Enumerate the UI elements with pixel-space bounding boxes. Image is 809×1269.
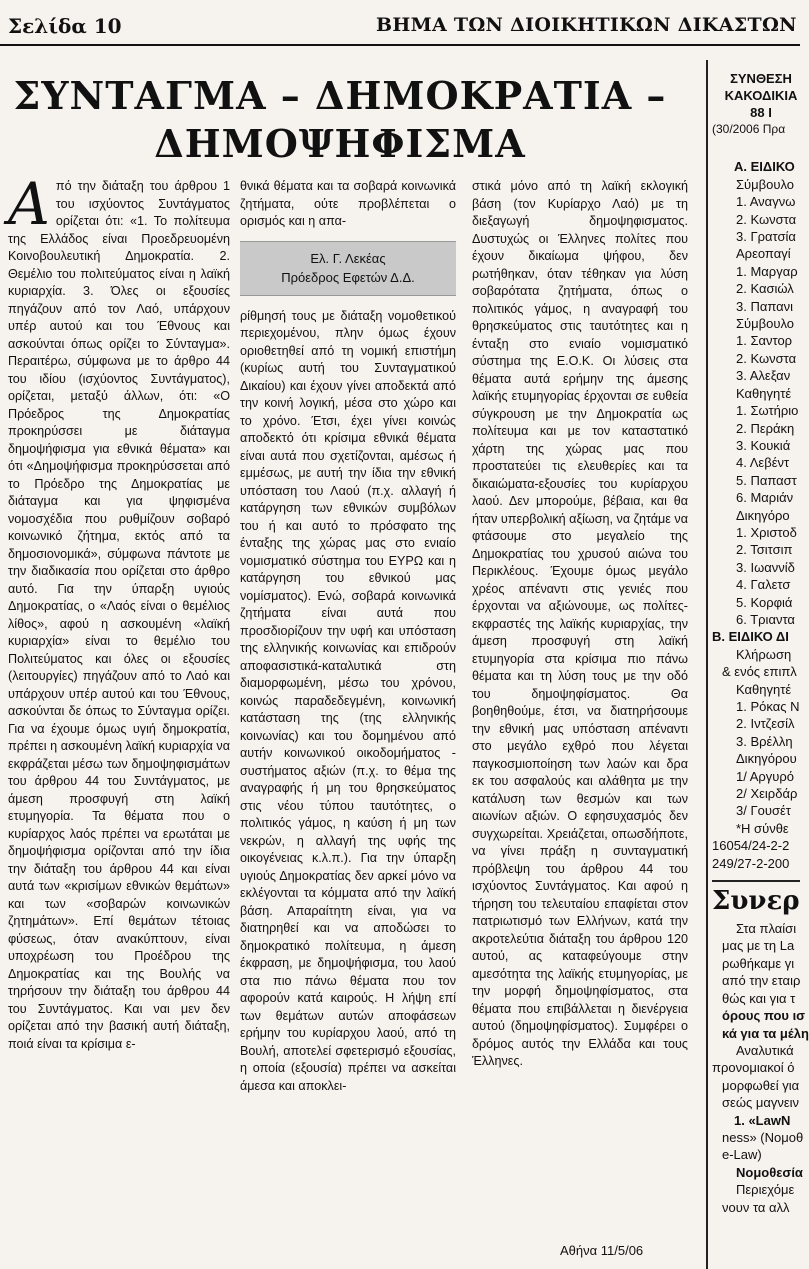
side-line: 3/ Γουσέτ xyxy=(736,803,791,819)
side-line: 1. Αναγνω xyxy=(736,194,796,210)
side-line: 16054/24-2-2 xyxy=(712,838,790,854)
column-1-text: πό την διάταξη του άρθρου 1 του ισχύοντος Συντάγματος ορίζεται ότι: «1. Το πολίτευμα της Ελλάδος είναι Προεδρευομένη Κοινοβουλευτική Δημοκρατία. 2. Θεμέλιο του πολιτεύματος είναι η λαϊκή κυριαρχία. 3. Όλες οι εξουσίες πηγάζουν από τον Λαό, υπάρχουν υπέρ αυτού και του Έθνους και ασκούνται όπως ορίζει το Σύνταγμα». Περαιτέρω, σύμφωνα με το άρθρο 44 του ιδίου (ισχύοντος Συντάγματος), ορίζεται, μεταξύ άλλων, ότι: «Ο Πρόεδρος της Δημοκρατίας προκηρύσσει με διάταγμα δημοψήφισμα για εθνικά θέματα» και ότι «Δημοψήφισμα προκηρύσσεται από το Πρόεδρο της Δημοκρατίας με διάταγμα και για ψηφισμένα νομοσχέδια που ρυθμίζουν σοβαρό κοινωνικό ζήτημα, εκτός από τα δημοσιονομικά», σύμφωνα πάντοτε με την διαδικασία που ορίζεται στο άρθρο αυτό. Για την ύπαρξη υγιούς Δημοκρατίας, ο «Λαός είναι ο θεμέλιος λίθος», αφού η ασκουμένη «λαϊκή κυριαρχία» είναι το θεμέλιο του Πολιτεύματος και όλες οι εξουσίες (λειτουργίες) πηγάζουν από το Λαό και υπάρχουν υπέρ αυτού και του Έθνους, ασκούνται δε όπως το Σύνταγμα ορίζει. Για να έχουμε όμως υγιή δημοκρατία, πρέπει η ασκουμένη λαϊκή κυριαρχία να εκφράζεται μέσω των δημοψηφισμάτων του άρθρου 44 του Συντάγματος, με άμεση προσφυγή στη λαϊκή ετυμηγορία. Τα θέματα που ο κυρίαρχος λαός πρέπει να ερωτάται με δημοψήφισμα ορίζονται από την ίδια την διάταξη του άρθρου 44 και είναι αυτά των «κρισίμων εθνικών θεμάτων» και των «σοβαρών κοινωνικών ζητημάτων». Επί θεμάτων τέτοιας φύσεως, όταν ανακύπτουν, είναι υποχρέωση του Προέδρου της Δημοκρατίας και της Βουλής να τηρήσουν την διάταξη του άρθρου 44 του Συντάγματος. Και ναι μεν δεν ορίζεται από την βασική αυτή διάταξη, ποιά είναι τα κρίσιμα ε- xyxy=(8,179,230,1051)
side-heading-line-1: ΣΥΝΘΕΣΗ xyxy=(730,71,792,86)
title-line-2: ΔΗΜΟΨΗΦΙΣΜΑ xyxy=(154,121,526,166)
dateline: Αθήνα 11/5/06 xyxy=(560,1243,644,1258)
side-line: Αναλυτικά xyxy=(736,1042,794,1058)
side-line: 6. Μαριάν xyxy=(736,490,794,506)
side-line: θώς και για τ xyxy=(722,990,796,1006)
side-line: 2. Περάκη xyxy=(736,420,795,436)
side-line: 1. Χριστοδ xyxy=(736,524,797,540)
side-line: Σύμβουλο xyxy=(736,176,794,192)
side-heading-line-3: 88 Ι xyxy=(750,105,772,120)
side-line: 1/ Αργυρό xyxy=(736,768,795,784)
side-line: σεώς μαγνειν xyxy=(722,1095,800,1111)
side-line: 6. Τριαντα xyxy=(736,611,795,627)
author-role: Πρόεδρος Εφετών Δ.Δ. xyxy=(281,270,415,285)
side-line: 1. Ρόκας Ν xyxy=(736,699,800,714)
side-line: 4. Γαλετσ xyxy=(736,577,791,593)
side-line: όρους που ισ xyxy=(722,1008,806,1024)
side-line: 5. Κορφιά xyxy=(736,594,793,610)
side-line: 2. Κωνστα xyxy=(736,350,797,366)
page-header xyxy=(0,0,800,46)
side-line: Δικηγόρου xyxy=(736,751,797,767)
author-name: Ελ. Γ. Λεκέας xyxy=(310,250,386,266)
side-line: 3. Αλεξαν xyxy=(736,368,791,384)
side-subheading: (30/2006 Πρα xyxy=(712,122,786,136)
side-line: 4. Λεβέντ xyxy=(736,455,790,471)
side-line: 1. «LawN xyxy=(734,1112,791,1128)
side-line: Στα πλαίσι xyxy=(736,921,797,937)
side-line: 3. Βρέλλη xyxy=(736,733,793,749)
side-line: κά για τα μέλη xyxy=(722,1025,809,1041)
side-line: προνομιακοί ό xyxy=(712,1060,795,1076)
side-line: Καθηγητέ xyxy=(736,385,792,401)
side-line: Νομοθεσία xyxy=(736,1164,803,1180)
side-line: Σύμβουλο xyxy=(736,316,794,332)
drop-cap: Α xyxy=(8,170,50,238)
side-line: 249/27-2-200 xyxy=(712,855,790,871)
side-line: Α. ΕΙΔΙΚΟ xyxy=(734,159,795,175)
side-line: 5. Παπαστ xyxy=(736,472,797,488)
side-line: Κλήρωση xyxy=(736,646,792,662)
side-line: Δικηγόρο xyxy=(736,507,790,523)
side-heading xyxy=(722,70,800,121)
side-line: e-Law) xyxy=(722,1147,762,1163)
side-column xyxy=(712,70,809,1269)
side-line: 2. Ιντζεσίλ xyxy=(736,716,795,732)
side-line: 3. Κουκιά xyxy=(736,437,791,453)
side-line: νουν τα αλλ xyxy=(722,1199,790,1215)
title-line-1: ΣΥΝΤΑΓΜΑ – ΔΗΜΟΚΡΑΤΙΑ – xyxy=(13,73,667,118)
column-2-bottom-text: ρίθμησή τους με διάταξη νομοθετικού περιεχομένου, πλην όμως έχουν οριοθετηθεί από τη νομική επιστήμη (κυρίως αυτή του Συνταγματικού Δικαίου) και έχουν γίνει αποδεκτά από την κοινή λογική, μέσα στο χώρο και το χρόνο. Έτσι, έχει γίνει κοινώς αποδεκτό ότι κρίσιμα εθνικά θέματα είναι αυτά που σχετίζονται, αμέσως ή εμμέσως, με αυτή την ίδια την εθνική υπόσταση του Λαού (π.χ. αλλαγή ή κατάργηση των εθνικών συμβόλων του ή και αυτό το πρόσφατο της ένταξης της χώρας μας στο ενιαίο νομισματικό σύστημα του ΕΥΡΩ και η κατάργηση του εθνικού μας νομίσματος). Ενώ, σοβαρά κοινωνικά ζητήματα είναι αυτά που προσδιορίζουν την υφή και υπόσταση της ελληνικής κοινωνίας και επιδρούν αποφασιστικά-καταλυτικά στη διαμορφωμένη, μέσω του χρόνου, κοινώς παραδεδεγμένη, κοινωνική κατάσταση της (της ελληνικής κοινωνίας) και του δομημένου από αυτήν κοινωνικού οικοδομήματος - συστήματος αξιών (π.χ. το θέμα της αναγραφής ή μη του θρησκεύματος στις νέου τύπου ταυτότητες, ο πολιτικός γάμος, η καύση ή μη των νεκρών, η αλλαγή της υφής της οικογένειας κ.λ.π.). Για την ύπαρξη υγιούς Δημοκρατίας δεν αρκεί μόνο να εκλέγονται τα κόμματα από την λαϊκή βάση. Απαραίτητη είναι, για να διατηρηθεί και να αποδώσει το δημοκρατικό πολίτευμα, η άμεση έκφραση, με δημοψήφισμα, του λαού στα πιο πάνω θέματα που τον αφορούν κατά καιρούς. Η λήψη επί των θεμάτων αυτών αποφάσεων ερήμην του κυρίαρχου λαού, από τη Βουλή, αποτελεί σφετερισμό εξουσίας, η οποία (εξουσία) πρέπει να ασκείται άμεσα και αποκλει- xyxy=(240,308,456,1093)
side-line: μας με τη La xyxy=(722,938,795,954)
side-line: 1. Μαργαρ xyxy=(736,263,798,279)
side-line: 2/ Χειρδάρ xyxy=(736,786,798,802)
side-line: 2. Τσιτσιπ xyxy=(736,542,793,558)
side-line: 2. Κωνστα xyxy=(736,211,797,227)
side-line: 3. Ιωαννίδ xyxy=(736,559,795,575)
article-column-1 xyxy=(8,170,230,1053)
article-column-2 xyxy=(240,178,456,1095)
side-list-2 xyxy=(712,920,809,1216)
side-big-heading: Συνερ xyxy=(712,880,800,920)
side-heading-line-2: ΚΑΚΟΔΙΚΙΑ xyxy=(724,88,798,103)
column-divider xyxy=(706,60,708,1269)
side-line: Β. ΕΙΔΙΚΟ ΔΙ xyxy=(712,629,789,645)
article-title xyxy=(0,72,680,168)
author-box xyxy=(240,241,456,296)
article-column-3 xyxy=(472,178,688,1071)
side-line: 3. Γρατσία xyxy=(736,229,796,245)
side-line: Καθηγητέ xyxy=(736,681,792,697)
side-line: από την εταιρ xyxy=(722,973,801,989)
side-line: 1. Σαντορ xyxy=(736,333,793,349)
column-3-text: στικά μόνο από τη λαϊκή εκλογική βάση (τον Κυρίαρχο Λαό) με τη διεξαγωγή δημοψηφισματος. Δυστυχώς οι Έλληνες πολίτες που έχουν δικαίωμα ψήφου, δεν ρωτήθηκαν, όταν τέθηκαν για λύση σοβαρότατα ζητήματα, όπως ο πολιτικός γάμος, η αναγραφή του θρησκεύματος στις ταυτότητες και η ένταξη στο ενιαίο νομισματικό σύστημα της Ε.Ο.Κ. Οι λύσεις στα θέματα αυτά ερήμην της άμεσης λαϊκής ετυμηγορίας έρχονται σε ευθεία σύγκρουση με την Δημοκρατία ως πολίτευμα και με τον καταστατικό χάρτη της χώρας μας που προστατεύει τις ελευθερίες και τα δικαιώματα-εξουσίες του κυρίαρχου λαού. Δεν μπορούμε, βέβαια, και θα ήταν υπερβολική αξίωση, να ζητάμε να φτάσουμε στο μεγαλείο της Δημοκρατίας του χρυσού αιώνα του Περικλέους. Έχουμε όμως μεγάλο χρέος απέναντι στις γενιές που έρχονται να αξιώνουμε, ως πολίτες-εκφραστές της λαϊκής κυριαρχίας, την άμεση προσφυγή στη λαϊκή ετυμηγορία στα κρίσιμα πιο πάνω θέματα και τη λύση τους με την οδό του δημοψηφίσματος. Θα βοηθηθούμε, έτσι, να διατηρήσουμε την εθνική μας υπόσταση απέναντι στο μεγάλο εχθρό που λέγεται παγκοσμιοποίηση των λαών και δρα εκ του ασφαλούς και αλάθητα με την κατάλυση των θεσμών και των αιωνίων αξιών. Ο εφησυχασμός δεν συγχωρείται. Χρειάζεται, οπωσδήποτε, να γίνει πράξη η συνταγματική πρόβλεψη του άρθρου 44 του ισχύοντος Συντάγματος. Και αφού η τήρηση του τελευταίου επαφίεται στον πατριωτισμό των Ελλήνων, κατά την ακροτελεύτια διάταξη του άρθρου 120 αυτού, ας καταφεύγουμε στην αμεσότητα της λαϊκής ετυμηγορίας, με την μορφή δημοψηφίσματος, στα θέματα που επιβάλλεται η διενέργεια αυτού (δημοψηφίσματος). Συμφέρει ο δρόμος αυτός την Ελλάδα και τους Έλληνες. xyxy=(472,179,688,1068)
side-line: 3. Παπανι xyxy=(736,298,794,314)
side-line: Περιεχόμε xyxy=(736,1182,795,1198)
side-line: 1. Σωτήριο xyxy=(736,403,799,419)
newspaper-name: ΒΗΜΑ ΤΩΝ ΔΙΟΙΚΗΤΙΚΩΝ ΔΙΚΑΣΤΩΝ xyxy=(376,14,797,36)
side-list-1 xyxy=(712,158,800,872)
side-line: ρωθήκαμε γι xyxy=(722,955,795,971)
page-number: Σελίδα 10 xyxy=(8,14,122,38)
side-line: *Η σύνθε xyxy=(736,820,789,836)
side-line: ness» (Νομοθ xyxy=(722,1129,804,1145)
side-line: Αρεοπαγί xyxy=(736,246,791,262)
side-line: & ενός επιπλ xyxy=(722,664,797,680)
side-line: μορφωθεί για xyxy=(722,1077,800,1093)
side-line: 2. Κασιώλ xyxy=(736,281,794,297)
column-2-top-text: θνικά θέματα και τα σοβαρά κοινωνικά ζητήματα, ούτε προβλέπεται ο ορισμός και η απα- xyxy=(240,179,456,228)
